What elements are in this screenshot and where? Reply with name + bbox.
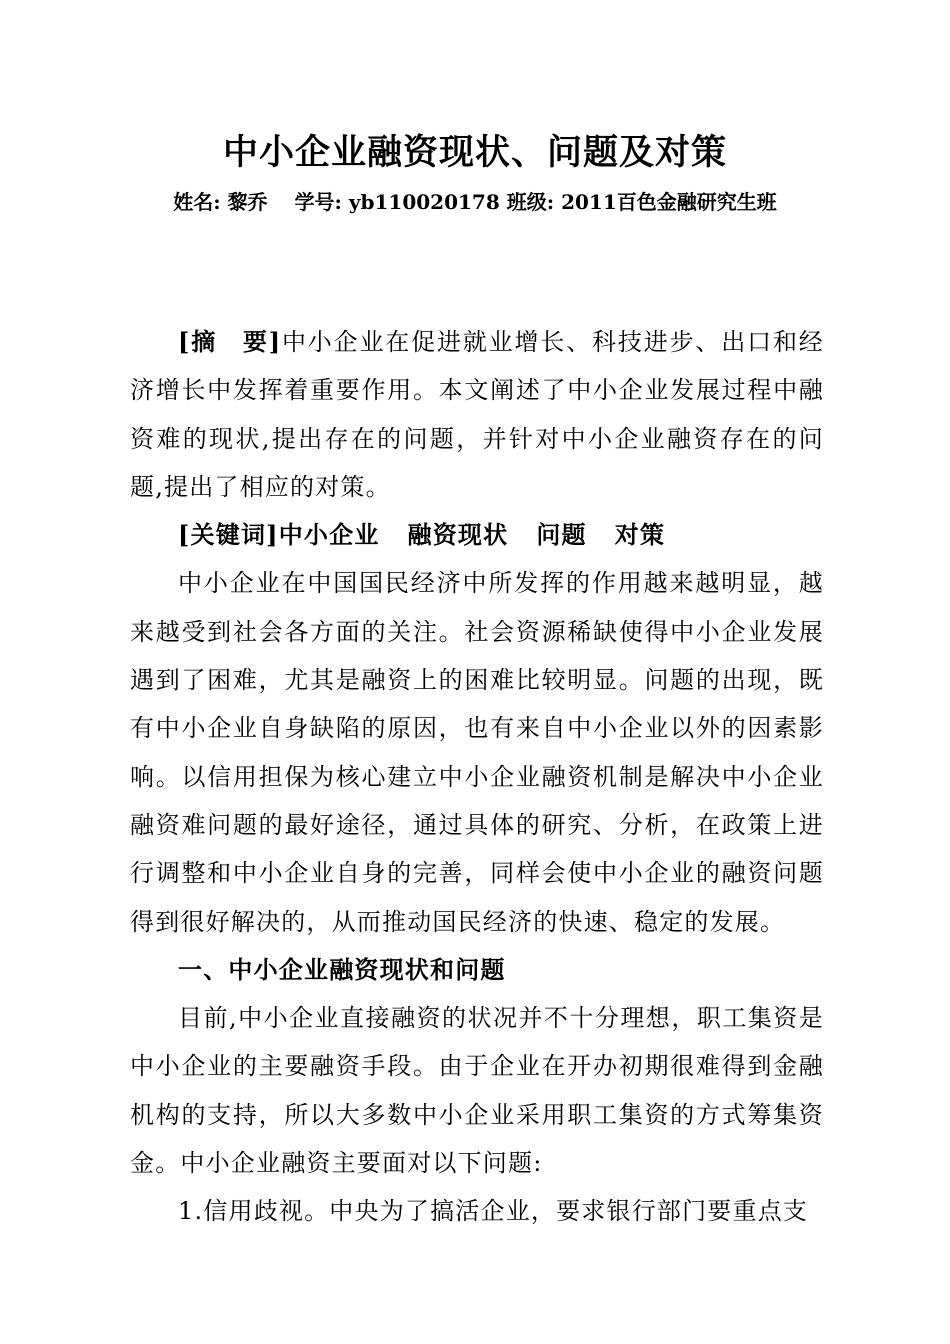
abstract-text: 中小企业在促进就业增长、科技进步、出口和经济增长中发挥着重要作用。本文阐述了中小企业发展过程中融资难的现状,提出存在的问题，并针对中小企业融资存在的问题,提出了相应的对策。 (130, 328, 825, 501)
document-title: 中小企业融资现状、问题及对策 (222, 132, 727, 173)
keyword-item: 问题 (536, 520, 587, 550)
keyword-item: 中小企业 (278, 520, 380, 550)
author-name: 黎乔 (227, 190, 268, 214)
list-item: 1.信用歧视。中央为了搞活企业，要求银行部门要重点支 (178, 1197, 809, 1226)
document-body (130, 318, 824, 1236)
keyword-item: 对策 (614, 520, 666, 550)
section-paragraph: 目前,中小企业直接融资的状况并不十分理想，职工集资是中小企业的主要融资手段。由于企业在开办初期很难得到金融机构的支持，所以大多数中小企业采用职工集资的方式筹集资金。中小企业融资主要面对以下问题: (130, 1004, 824, 1178)
abstract-paragraph (130, 318, 824, 511)
student-id-label: 学号: (294, 190, 342, 214)
abstract-label: [摘 要] (178, 327, 282, 356)
section-heading: 一、中小企业融资现状和问题 (178, 954, 506, 984)
keyword-item: 融资现状 (407, 520, 509, 550)
keywords-label: [关键词] (178, 520, 279, 550)
keywords-paragraph (130, 511, 824, 559)
name-label: 姓名: (173, 190, 221, 214)
author-info (0, 186, 950, 218)
intro-paragraph: 中小企业在中国国民经济中所发挥的作用越来越明显，越来越受到社会各方面的关注。社会资源稀缺使得中小企业发展遇到了困难，尤其是融资上的困难比较明显。问题的出现，既有中小企业自身缺陷的原因，也有来自中小企业以外的因素影响。以信用担保为核心建立中小企业融资机制是解决中小企业融资难问题的最好途径，通过具体的研究、分析，在政策上进行调整和中小企业自身的完善，同样会使中小企业的融资问题得到很好解决的，从而推动国民经济的快速、稳定的发展。 (130, 569, 824, 936)
class-name: 2011百色金融研究生班 (561, 190, 777, 214)
student-id: yb110020178 (348, 190, 500, 214)
class-label: 班级: (506, 190, 555, 214)
